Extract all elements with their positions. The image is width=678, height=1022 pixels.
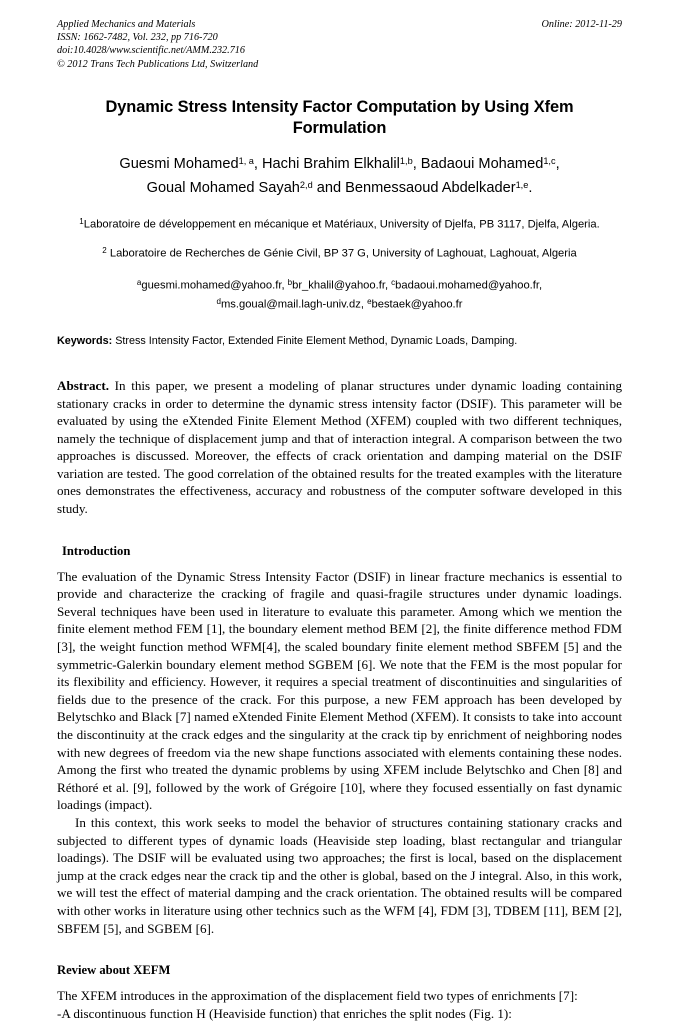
author-line-1 (63, 151, 616, 175)
author-separator: , (253, 155, 263, 172)
keywords-label: Keywords: (57, 334, 113, 347)
journal-name: Applied Mechanics and Materials (57, 19, 196, 30)
author-separator: , (555, 155, 560, 172)
email-marker: b (287, 277, 293, 287)
section-heading-introduction: Introduction (62, 543, 131, 558)
author-separator: , (412, 155, 421, 172)
email-marker: c (391, 277, 396, 287)
journal-copyright: © 2012 Trans Tech Publications Ltd, Switzerland (57, 58, 259, 70)
affiliation-list (57, 214, 622, 262)
affiliation-text: Laboratoire de développement en mécanique et Matériaux, University of Djelfa, PB 3117, Djelfa, Algeria. (83, 218, 600, 231)
email-address: badaoui.mohamed@yahoo.fr (395, 279, 539, 292)
affiliation-1 (71, 214, 608, 233)
affiliation-marker: 1 (79, 216, 84, 226)
author-affiliation-marker: 1,e (515, 180, 529, 191)
email-separator: , (360, 298, 368, 311)
abstract-label: Abstract. (57, 377, 109, 393)
author-affiliation-marker: 1,c (543, 155, 556, 166)
author-name: Benmessaoud Abdelkader (345, 180, 516, 197)
email-address: ms.goual@mail.lagh-univ.dz (220, 298, 361, 311)
author-name: Guesmi Mohamed (119, 155, 239, 172)
author-affiliation-marker: 2,d (299, 180, 313, 191)
keywords-value: Stress Intensity Factor, Extended Finite Element Method, Dynamic Loads, Damping. (112, 334, 518, 347)
email-separator: , (539, 279, 543, 292)
email-marker: d (216, 296, 221, 306)
email-address: br_khalil@yahoo.fr (292, 279, 385, 292)
journal-header (57, 18, 622, 71)
email-separator: , (384, 279, 392, 292)
email-separator: , (281, 279, 288, 292)
journal-doi: doi:10.4028/www.scientific.net/AMM.232.716 (57, 45, 245, 57)
author-name: Hachi Brahim Elkhalil (262, 155, 400, 172)
email-line-2 (57, 294, 622, 313)
abstract-paragraph (57, 377, 622, 518)
affiliation-marker: 2 (102, 245, 107, 255)
email-address: guesmi.mohamed@yahoo.fr (141, 279, 282, 292)
email-marker: a (136, 277, 142, 287)
section-heading-review: Review about XEFM (57, 963, 171, 978)
email-line-1 (57, 275, 622, 294)
author-name: Goual Mohamed Sayah (146, 180, 300, 197)
introduction-paragraph-1: The evaluation of the Dynamic Stress Intensity Factor (DSIF) in linear fracture mechanics is essential to provide and characterize the cracking of fragile and quasi-fragile structures under dynamic loadings. Several techniques have been used in literature to evaluate this parameter. Among which we mention the finite element method FEM [1], the boundary element method BEM [2], the finite difference method FDM [3], the weight function method WFM[4], the scaled boundary finite element method SBFEM [5] and the symmetric-Galerkin boundary element method SGBEM [6]. We note that the FEM is the most popular for its flexibility and efficiency. However, it requires a special treatment of discontinuities and singularities of fields due to the presence of the crack. For this purpose, a new FEM approach has been developed by Belytschko and Black [7] named eXtended Finite Element Method (XFEM). It consists to take into account the discontinuity at the crack edges and the singularity at the crack tip by enrichment of neighboring nodes with new degrees of freedom via the new shape functions associated with elements containing these nodes. Among the first who treated the dynamic problems by using XFEM include Belytschko and Chen [8] and Réthoré et al. [9], followed by the work of Grégoire [10], where they focused essentially on fast dynamic loadings (impact). (57, 568, 622, 813)
journal-issn: ISSN: 1662-7482, Vol. 232, pp 716-720 (57, 32, 218, 44)
page-title: Dynamic Stress Intensity Factor Computation by Using Xfem Formulation (105, 97, 574, 137)
author-name: Badaoui Mohamed (420, 155, 544, 172)
author-separator: and (312, 180, 346, 197)
author-affiliation-marker: 1, a (238, 155, 254, 166)
review-paragraph-1: The XFEM introduces in the approximation of the displacement field two types of enrichments [7]: (57, 988, 578, 1004)
online-date: Online: 2012-11-29 (541, 19, 622, 30)
affiliation-2 (57, 243, 622, 262)
author-affiliation-marker: 1,b (399, 155, 413, 166)
abstract-text: In this paper, we present a modeling of planar structures under dynamic loading containing stationary cracks in order to determine the dynamic stress intensity factor (DSIF). This parameter will be evaluated by using the eXtended Finite Element Method (XFEM) coupled with two different techniques, namely the technique of displacement jump and that of interaction integral. A comparison between the two approaches is discussed. Moreover, the effects of crack orientation and damping material on the DSIF variation are tested. The good correlation of the obtained results for the treated examples with the literature ones demonstrates the effectiveness, accuracy and robustness of the computer software developed in this study. (57, 377, 622, 517)
keywords-line (57, 334, 622, 349)
introduction-paragraph-2: In this context, this work seeks to model the behavior of structures containing stationary cracks and subjected to different types of dynamic loads (Heaviside step loading, blast rectangular and triangular loadings). The DSIF will be evaluated using two approaches; the first is local, based on the displacement jump at the crack edges near the crack tip and the other is global, based on the J integral. Also, in this work, we will test the effect of material damping and the crack orientation. The obtained results will be compared with other works in literature using other technics such as the WFM [4], FDM [3], TDBEM [11], BEM [2], SBFEM [5], and SGBEM [6]. (57, 814, 622, 936)
affiliation-text: Laboratoire de Recherches de Génie Civil, BP 37 G, University of Laghouat, Laghouat, Algeria (106, 247, 577, 260)
review-paragraph-2: -A discontinuous function H (Heaviside function) that enriches the split nodes (Fig. 1): (57, 1005, 512, 1021)
email-address: bestaek@yahoo.fr (371, 298, 463, 311)
email-list (57, 275, 622, 313)
email-marker: e (367, 296, 372, 306)
author-list (63, 151, 616, 200)
author-separator: . (528, 180, 533, 197)
author-line-2 (63, 175, 616, 199)
